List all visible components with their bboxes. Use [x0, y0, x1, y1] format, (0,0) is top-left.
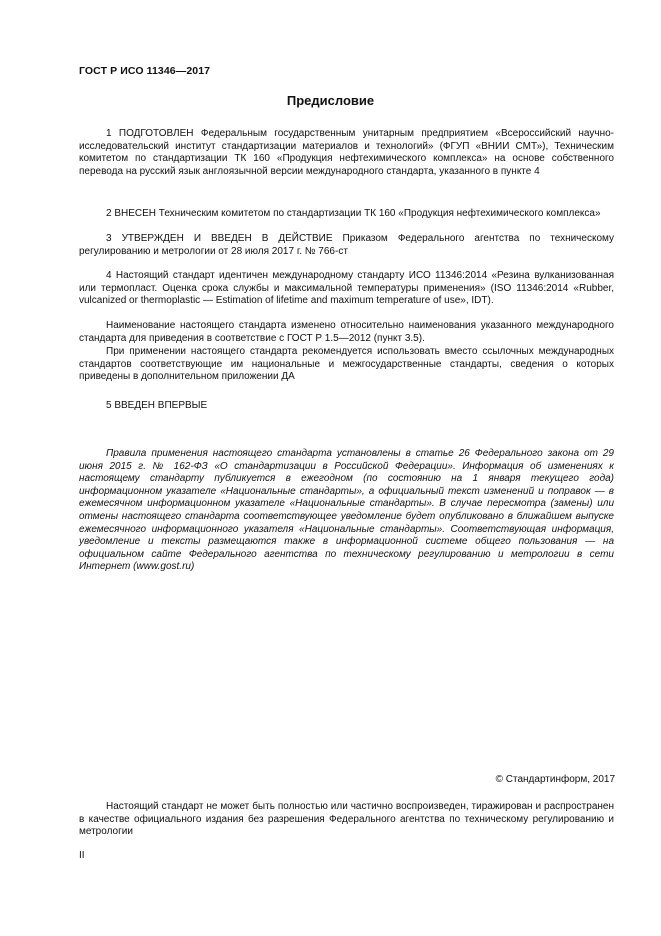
copyright: © Стандартинформ, 2017	[495, 774, 615, 785]
paragraph-introduced: 2 ВНЕСЕН Техническим комитетом по стандартизации ТК 160 «Продукция нефтехимического комплекса»	[106, 208, 601, 219]
paragraph-identical: 4 Настоящий стандарт идентичен международному стандарту ИСО 11346:2014 «Резина вулканизованная или термопласт. Оценка срока службы и максимальной температуры применения» (ISO 11346:2014 «Rubber, vulcanized or thermoplastic — Estimation of lifetime and maximum temperature of use», IDT).	[79, 270, 614, 307]
paragraph-first-introduced: 5 ВВЕДЕН ВПЕРВЫЕ	[106, 400, 208, 411]
paragraph-prepared: 1 ПОДГОТОВЛЕН Федеральным государственным унитарным предприятием «Всероссийский научно-исследовательский институт стандартизации материалов и технологий» (ФГУП «ВНИИ СМТ»), Техническим комитетом по стандартизации ТК 160 «Продукция нефтехимического комплекса» на основе собственного перевода на русский язык англоязычной версии международного стандарта, указанного в пункте 4	[79, 128, 614, 177]
paragraph-name-changed: Наименование настоящего стандарта изменено относительно наименования указанного международного стандарта для приведения в соответствие с ГОСТ Р 1.5—2012 (пункт 3.5).	[79, 320, 614, 344]
document-header: ГОСТ Р ИСО 11346—2017	[79, 65, 211, 77]
paragraph-references: При применении настоящего стандарта рекомендуется использовать вместо ссылочных международных стандартов соответствующие им национальные и межгосударственные стандарты, сведения о которых приведены в дополнительном приложении ДА	[79, 346, 614, 383]
page-title: Предисловие	[286, 93, 375, 108]
reproduction-notice: Настоящий стандарт не может быть полностью или частично воспроизведен, тиражирован и распространен в качестве официального издания без разрешения Федерального агентства по техническому регулированию и метрологии	[79, 801, 614, 838]
paragraph-approved: 3 УТВЕРЖДЕН И ВВЕДЕН В ДЕЙСТВИЕ Приказом Федерального агентства по техническому регулированию и метрологии от 28 июля 2017 г. № 766-ст	[79, 233, 614, 257]
paragraph-application-rules: Правила применения настоящего стандарта установлены в статье 26 Федерального закона от 29 июня 2015 г. № 162-ФЗ «О стандартизации в Российской Федерации». Информация об изменениях к настоящему стандарту публикуется в ежегодном (по состоянию на 1 января текущего года) информационном указателе «Национальные стандарты», а официальный текст изменений и поправок — в ежемесячном информационном указателе «Национальные стандарты». В случае пересмотра (замены) или отмены настоящего стандарта соответствующее уведомление будет опубликовано в ближайшем выпуске ежемесячного информационного указателя «Национальные стандарты». Соответствующая информация, уведомление и тексты размещаются также в информационной системе общего пользования — на официальном сайте Федерального агентства по техническому регулированию и метрологии в сети Интернет (www.gost.ru)	[79, 448, 614, 573]
page-number: II	[79, 850, 85, 861]
